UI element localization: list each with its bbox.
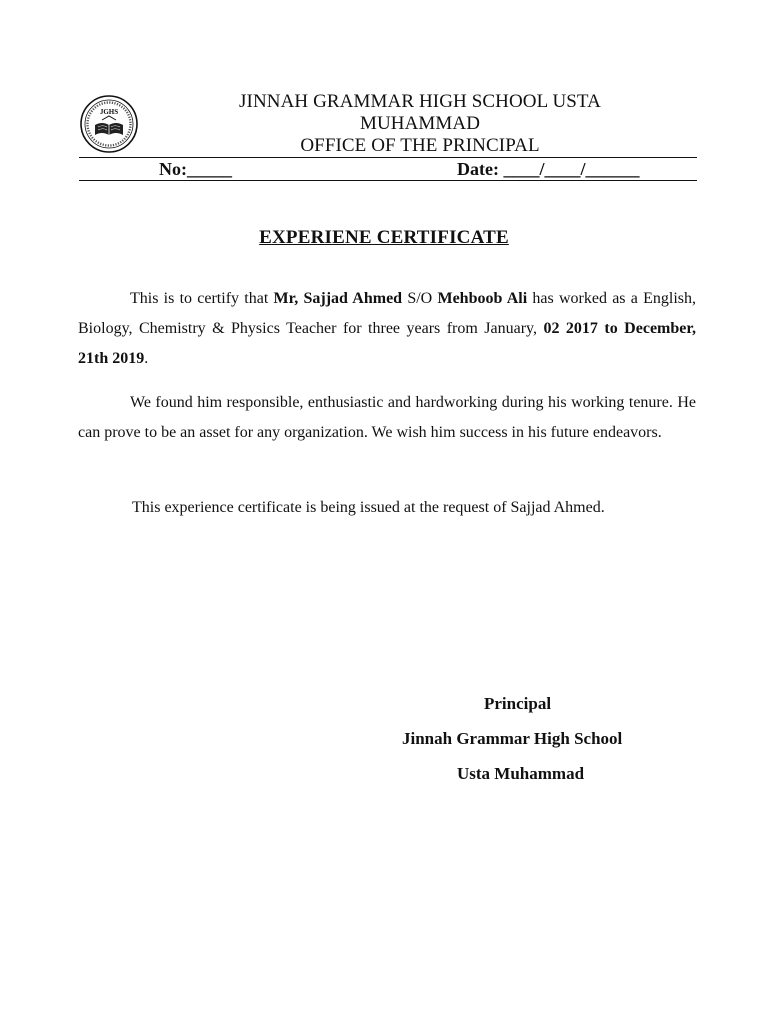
- school-logo-icon: [80, 95, 138, 153]
- paragraph1-text3: has worked as a English, Biology, Chemistry & Physics Teacher for three years from January,: [78, 290, 696, 337]
- signatory-title: Principal: [484, 694, 552, 713]
- office-title: OFFICE OF THE PRINCIPAL: [300, 135, 540, 156]
- paragraph1-text2: S/O: [402, 290, 438, 307]
- paragraph1-text1: This is to certify that: [130, 290, 274, 307]
- signatory-city: Usta Muhammad: [457, 764, 585, 783]
- school-name-line2: MUHAMMAD: [359, 113, 481, 134]
- employee-name: Mr, Sajjad Ahmed: [273, 290, 403, 307]
- paragraph1-text4: .: [144, 350, 149, 367]
- issuance-paragraph: This experience certificate is being issued at the request of Sajjad Ahmed.: [132, 499, 605, 516]
- header-rule-bottom: [79, 180, 697, 181]
- certificate-title: EXPERIENE CERTIFICATE: [259, 227, 509, 248]
- issue-date: Date: ____/____/______: [457, 159, 640, 179]
- signatory-school: Jinnah Grammar High School: [402, 729, 623, 748]
- school-name-line1: JINNAH GRAMMAR HIGH SCHOOL USTA: [239, 91, 601, 112]
- employment-period: 02 2017 to December, 21th 2019: [78, 320, 697, 367]
- father-name: Mehboob Ali: [437, 290, 528, 307]
- reference-number: No:_____: [159, 159, 232, 179]
- certification-paragraph: [78, 284, 696, 374]
- character-paragraph: We found him responsible, enthusiastic and hardworking during his working tenure. He can prove to be an asset for any organization. We wish him success in his future endeavors.: [78, 394, 696, 441]
- svg-text:JGHS: JGHS: [99, 108, 119, 116]
